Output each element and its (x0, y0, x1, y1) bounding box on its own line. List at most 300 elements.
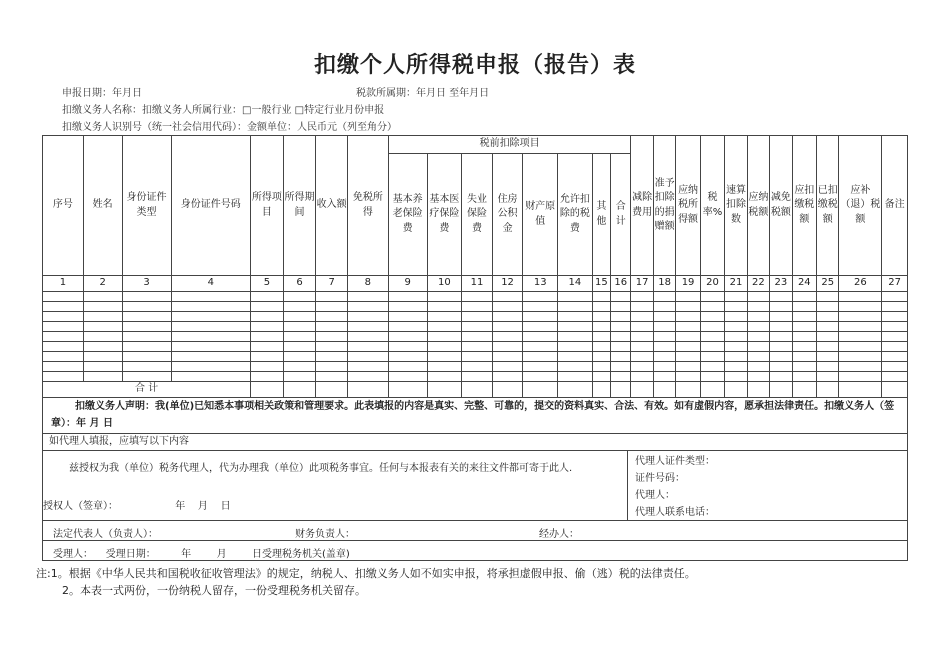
table-cell[interactable] (592, 342, 610, 352)
table-cell[interactable] (792, 332, 816, 342)
table-cell[interactable] (388, 372, 427, 382)
table-cell[interactable] (171, 372, 251, 382)
col-header-14: 允许扣除的税费 (558, 154, 593, 276)
table-cell[interactable] (631, 292, 653, 302)
table-cell[interactable] (770, 322, 792, 332)
col-header-9: 基本养老保险费 (388, 154, 427, 276)
table-cell[interactable] (251, 372, 284, 382)
table-cell[interactable] (817, 352, 839, 362)
table-cell[interactable] (700, 322, 724, 332)
col-header-1: 序号 (43, 136, 84, 276)
table-cell[interactable] (611, 342, 631, 352)
table-cell[interactable] (492, 302, 523, 312)
table-cell[interactable] (676, 302, 700, 312)
table-cell[interactable] (83, 322, 122, 332)
table-cell[interactable] (653, 302, 675, 312)
table-cell[interactable] (122, 312, 171, 322)
col-num: 9 (388, 276, 427, 292)
table-cell[interactable] (747, 312, 769, 322)
table-cell[interactable] (283, 372, 316, 382)
table-cell[interactable] (462, 322, 493, 332)
table-cell[interactable] (611, 292, 631, 302)
table-cell[interactable] (122, 342, 171, 352)
table-cell[interactable] (770, 342, 792, 352)
col-num: 27 (882, 276, 908, 292)
table-cell[interactable] (839, 302, 882, 312)
table-cell[interactable] (388, 342, 427, 352)
col-num: 1 (43, 276, 84, 292)
table-cell[interactable] (43, 312, 84, 322)
table-cell[interactable] (427, 342, 462, 352)
table-cell[interactable] (251, 312, 284, 322)
table-cell[interactable] (83, 352, 122, 362)
table-cell[interactable] (839, 292, 882, 302)
table-cell[interactable] (347, 302, 388, 312)
table-cell[interactable] (316, 362, 348, 372)
table-cell[interactable] (631, 332, 653, 342)
table-cell[interactable] (700, 312, 724, 322)
table-row[interactable] (43, 332, 908, 342)
table-row[interactable] (43, 342, 908, 352)
table-cell[interactable] (882, 302, 908, 312)
table-cell[interactable] (631, 352, 653, 362)
col-header-16: 合计 (611, 154, 631, 276)
table-cell[interactable] (427, 372, 462, 382)
table-cell[interactable] (747, 292, 769, 302)
table-cell[interactable] (792, 292, 816, 302)
table-cell[interactable] (283, 362, 316, 372)
table-row[interactable] (43, 292, 908, 302)
col-num: 10 (427, 276, 462, 292)
table-cell[interactable] (882, 292, 908, 302)
table-cell[interactable] (283, 292, 316, 302)
table-cell[interactable] (388, 322, 427, 332)
table-cell[interactable] (388, 292, 427, 302)
table-cell[interactable] (817, 302, 839, 312)
table-cell[interactable] (427, 302, 462, 312)
table-cell[interactable] (122, 362, 171, 372)
table-cell[interactable] (700, 352, 724, 362)
table-cell[interactable] (558, 302, 593, 312)
col-num: 13 (523, 276, 558, 292)
table-cell[interactable] (747, 302, 769, 312)
table-cell[interactable] (283, 352, 316, 362)
handler-label: 经办人： (539, 529, 579, 540)
table-cell[interactable] (770, 352, 792, 362)
table-cell[interactable] (747, 362, 769, 372)
col-header-13: 财产原值 (523, 154, 558, 276)
table-cell[interactable] (631, 302, 653, 312)
tax-period: 税款所属期：年月日 至年月日 (356, 88, 490, 99)
table-cell[interactable] (171, 312, 251, 322)
table-cell[interactable] (770, 302, 792, 312)
col-num: 19 (676, 276, 700, 292)
table-cell[interactable] (558, 322, 593, 332)
table-cell[interactable] (251, 322, 284, 332)
col-num: 4 (171, 276, 251, 292)
table-cell[interactable] (653, 312, 675, 322)
table-cell[interactable] (347, 292, 388, 302)
table-cell[interactable] (122, 322, 171, 332)
table-cell[interactable] (770, 312, 792, 322)
table-cell[interactable] (792, 372, 816, 382)
table-cell[interactable] (283, 322, 316, 332)
table-cell[interactable] (316, 352, 348, 362)
table-cell[interactable] (700, 292, 724, 302)
table-cell[interactable] (122, 292, 171, 302)
table-cell[interactable] (700, 332, 724, 342)
table-cell[interactable] (882, 322, 908, 332)
table-cell[interactable] (523, 302, 558, 312)
table-cell[interactable] (122, 302, 171, 312)
table-cell[interactable] (492, 352, 523, 362)
table-cell[interactable] (462, 372, 493, 382)
table-cell[interactable] (83, 372, 122, 382)
table-cell[interactable] (592, 302, 610, 312)
table-cell[interactable] (725, 352, 747, 362)
table-cell[interactable] (43, 322, 84, 332)
table-cell[interactable] (388, 302, 427, 312)
table-cell[interactable] (462, 352, 493, 362)
table-cell[interactable] (676, 292, 700, 302)
col-header-17: 减除费用 (631, 136, 653, 276)
table-cell[interactable] (747, 332, 769, 342)
table-cell[interactable] (839, 312, 882, 322)
table-cell[interactable] (592, 362, 610, 372)
table-cell[interactable] (523, 332, 558, 342)
table-cell[interactable] (817, 322, 839, 332)
table-cell[interactable] (171, 362, 251, 372)
col-num: 5 (251, 276, 284, 292)
table-cell[interactable] (592, 352, 610, 362)
table-cell[interactable] (592, 322, 610, 332)
table-cell[interactable] (676, 322, 700, 332)
col-num: 17 (631, 276, 653, 292)
table-cell[interactable] (747, 342, 769, 352)
table-cell[interactable] (770, 372, 792, 382)
table-cell[interactable] (523, 362, 558, 372)
table-cell[interactable] (43, 352, 84, 362)
table-cell[interactable] (611, 372, 631, 382)
table-cell[interactable] (347, 312, 388, 322)
table-cell[interactable] (653, 372, 675, 382)
table-cell[interactable] (283, 342, 316, 352)
table-cell[interactable] (676, 332, 700, 342)
table-cell[interactable] (792, 322, 816, 332)
table-cell[interactable] (725, 292, 747, 302)
table-cell[interactable] (347, 352, 388, 362)
table-cell[interactable] (725, 322, 747, 332)
table-cell[interactable] (316, 322, 348, 332)
table-cell[interactable] (492, 362, 523, 372)
table-cell[interactable] (770, 362, 792, 372)
signature-row (42, 521, 908, 541)
table-cell[interactable] (631, 342, 653, 352)
table-cell[interactable] (43, 292, 84, 302)
table-cell[interactable] (725, 312, 747, 322)
table-cell[interactable] (611, 362, 631, 372)
table-cell[interactable] (122, 352, 171, 362)
table-cell[interactable] (592, 292, 610, 302)
table-cell[interactable] (676, 342, 700, 352)
table-row[interactable] (43, 362, 908, 372)
table-cell[interactable] (462, 362, 493, 372)
table-cell[interactable] (653, 292, 675, 302)
table-cell[interactable] (792, 342, 816, 352)
table-cell[interactable] (347, 372, 388, 382)
col-num: 26 (839, 276, 882, 292)
table-cell[interactable] (43, 332, 84, 342)
table-cell[interactable] (770, 292, 792, 302)
note-1: 注:1。根据《中华人民共和国税收征收管理法》的规定，纳税人、扣缴义务人如不如实申报，将承担虚假申报、偷（逃）税的法律责任。 (36, 567, 696, 580)
table-cell[interactable] (283, 312, 316, 322)
table-cell[interactable] (462, 342, 493, 352)
table-cell[interactable] (558, 372, 593, 382)
page-title: 扣缴个人所得税申报（报告）表 (313, 53, 636, 78)
table-cell[interactable] (83, 292, 122, 302)
table-row[interactable] (43, 352, 908, 362)
col-header-12: 住房公积金 (492, 154, 523, 276)
table-cell[interactable] (122, 372, 171, 382)
table-cell[interactable] (427, 322, 462, 332)
col-num: 15 (592, 276, 610, 292)
table-cell[interactable] (747, 322, 769, 332)
table-cell[interactable] (523, 312, 558, 322)
col-header-23: 减免税额 (770, 136, 792, 276)
table-cell[interactable] (592, 372, 610, 382)
agent-label: 代理人： (635, 490, 675, 501)
table-cell[interactable] (725, 332, 747, 342)
table-cell[interactable] (700, 362, 724, 372)
col-num: 8 (347, 276, 388, 292)
col-num: 7 (316, 276, 348, 292)
table-cell[interactable] (653, 362, 675, 372)
table-cell[interactable] (725, 342, 747, 352)
table-cell[interactable] (839, 372, 882, 382)
table-cell[interactable] (700, 302, 724, 312)
table-cell[interactable] (251, 332, 284, 342)
col-num: 6 (283, 276, 316, 292)
table-cell[interactable] (316, 302, 348, 312)
table-cell[interactable] (462, 332, 493, 342)
table-cell[interactable] (83, 362, 122, 372)
table-cell[interactable] (523, 352, 558, 362)
table-row[interactable] (43, 302, 908, 312)
table-cell[interactable] (492, 332, 523, 342)
table-cell[interactable] (631, 322, 653, 332)
table-cell[interactable] (316, 342, 348, 352)
table-cell[interactable] (882, 332, 908, 342)
table-cell[interactable] (283, 332, 316, 342)
table-cell[interactable] (611, 332, 631, 342)
receipt-text: 受理人： 受理日期： 年 月 日受理税务机关(盖章) (53, 549, 350, 560)
table-cell[interactable] (251, 342, 284, 352)
table-cell[interactable] (171, 322, 251, 332)
table-cell[interactable] (523, 322, 558, 332)
table-cell[interactable] (347, 362, 388, 372)
table-cell[interactable] (558, 292, 593, 302)
col-num: 24 (792, 276, 816, 292)
table-cell[interactable] (882, 352, 908, 362)
table-cell[interactable] (592, 312, 610, 322)
table-cell[interactable] (676, 362, 700, 372)
table-cell[interactable] (251, 292, 284, 302)
table-cell[interactable] (171, 332, 251, 342)
table-cell[interactable] (839, 342, 882, 352)
col-header-6: 所得期间 (283, 136, 316, 276)
table-cell[interactable] (83, 302, 122, 312)
authorization-box (43, 451, 628, 521)
table-row[interactable] (43, 372, 908, 382)
table-cell[interactable] (122, 332, 171, 342)
table-cell[interactable] (611, 322, 631, 332)
table-cell[interactable] (427, 292, 462, 302)
table-cell[interactable] (83, 312, 122, 322)
table-cell[interactable] (462, 312, 493, 322)
table-cell[interactable] (839, 322, 882, 332)
table-cell[interactable] (558, 342, 593, 352)
column-number-row (43, 276, 908, 292)
table-cell[interactable] (347, 322, 388, 332)
table-cell[interactable] (592, 332, 610, 342)
table-cell[interactable] (427, 362, 462, 372)
table-cell[interactable] (817, 362, 839, 372)
table-cell[interactable] (388, 312, 427, 322)
table-cell[interactable] (611, 302, 631, 312)
table-cell[interactable] (725, 302, 747, 312)
table-cell[interactable] (676, 372, 700, 382)
table-cell[interactable] (43, 372, 84, 382)
col-num: 23 (770, 276, 792, 292)
table-cell[interactable] (558, 332, 593, 342)
table-cell[interactable] (882, 372, 908, 382)
table-cell[interactable] (747, 372, 769, 382)
table-cell[interactable] (653, 352, 675, 362)
col-header-18: 准予扣除的捐赠额 (653, 136, 675, 276)
agent-id-no: 证件号码： (635, 473, 685, 484)
table-cell[interactable] (427, 332, 462, 342)
table-cell[interactable] (676, 312, 700, 322)
table-cell[interactable] (792, 302, 816, 312)
table-cell[interactable] (283, 302, 316, 312)
table-cell[interactable] (770, 332, 792, 342)
table-cell[interactable] (792, 362, 816, 372)
agent-info (635, 453, 715, 521)
col-num: 14 (558, 276, 593, 292)
table-cell[interactable] (558, 362, 593, 372)
table-cell[interactable] (462, 302, 493, 312)
table-cell[interactable] (251, 302, 284, 312)
table-cell[interactable] (558, 312, 593, 322)
col-header-8: 免税所得 (347, 136, 388, 276)
table-cell[interactable] (83, 342, 122, 352)
table-cell[interactable] (882, 362, 908, 372)
table-cell[interactable] (817, 332, 839, 342)
table-cell[interactable] (653, 342, 675, 352)
table-cell[interactable] (817, 342, 839, 352)
table-cell[interactable] (882, 312, 908, 322)
table-cell[interactable] (817, 292, 839, 302)
table-cell[interactable] (817, 312, 839, 322)
table-cell[interactable] (611, 312, 631, 322)
table-cell[interactable] (43, 362, 84, 372)
table-cell[interactable] (558, 352, 593, 362)
table-cell[interactable] (631, 362, 653, 372)
table-cell[interactable] (492, 342, 523, 352)
table-cell[interactable] (523, 292, 558, 302)
table-cell[interactable] (171, 302, 251, 312)
table-cell[interactable] (700, 372, 724, 382)
col-header-26: 应补（退）税额 (839, 136, 882, 276)
table-cell[interactable] (653, 322, 675, 332)
table-cell[interactable] (492, 372, 523, 382)
table-cell[interactable] (43, 342, 84, 352)
table-cell[interactable] (631, 312, 653, 322)
table-cell[interactable] (653, 332, 675, 342)
col-num: 3 (122, 276, 171, 292)
table-cell[interactable] (462, 292, 493, 302)
table-cell[interactable] (347, 332, 388, 342)
table-cell[interactable] (316, 292, 348, 302)
table-cell[interactable] (792, 352, 816, 362)
table-cell[interactable] (388, 362, 427, 372)
col-header-15: 其他 (592, 154, 610, 276)
agent-id-type: 代理人证件类型： (635, 456, 715, 467)
table-cell[interactable] (882, 342, 908, 352)
table-cell[interactable] (171, 292, 251, 302)
table-cell[interactable] (347, 342, 388, 352)
table-cell[interactable] (725, 362, 747, 372)
agent-id-line: 扣缴义务人识别号（统一社会信用代码）：金额单位：人民币元（列至角分） (62, 122, 397, 133)
table-cell[interactable] (388, 332, 427, 342)
table-cell[interactable] (839, 352, 882, 362)
table-cell[interactable] (492, 322, 523, 332)
col-num: 20 (700, 276, 724, 292)
table-cell[interactable] (492, 312, 523, 322)
table-cell[interactable] (43, 302, 84, 312)
table-row[interactable] (43, 322, 908, 332)
table-cell[interactable] (523, 342, 558, 352)
table-cell[interactable] (523, 372, 558, 382)
table-cell[interactable] (83, 332, 122, 342)
table-cell[interactable] (839, 362, 882, 372)
col-num: 16 (611, 276, 631, 292)
table-cell[interactable] (700, 342, 724, 352)
table-cell[interactable] (676, 352, 700, 362)
table-cell[interactable] (747, 352, 769, 362)
table-cell[interactable] (792, 312, 816, 322)
table-cell[interactable] (171, 342, 251, 352)
table-cell[interactable] (427, 352, 462, 362)
table-cell[interactable] (611, 352, 631, 362)
table-cell[interactable] (839, 332, 882, 342)
table-cell[interactable] (316, 372, 348, 382)
table-cell[interactable] (251, 362, 284, 372)
table-cell[interactable] (725, 372, 747, 382)
table-cell[interactable] (251, 352, 284, 362)
table-cell[interactable] (631, 372, 653, 382)
table-cell[interactable] (427, 312, 462, 322)
table-row[interactable] (43, 312, 908, 322)
table-cell[interactable] (817, 372, 839, 382)
table-cell[interactable] (492, 292, 523, 302)
table-cell[interactable] (316, 332, 348, 342)
table-cell[interactable] (388, 352, 427, 362)
agent-header: 如代理人填报，应填写以下内容 (42, 434, 908, 451)
col-header-5: 所得项目 (251, 136, 284, 276)
table-cell[interactable] (171, 352, 251, 362)
table-cell[interactable] (316, 312, 348, 322)
